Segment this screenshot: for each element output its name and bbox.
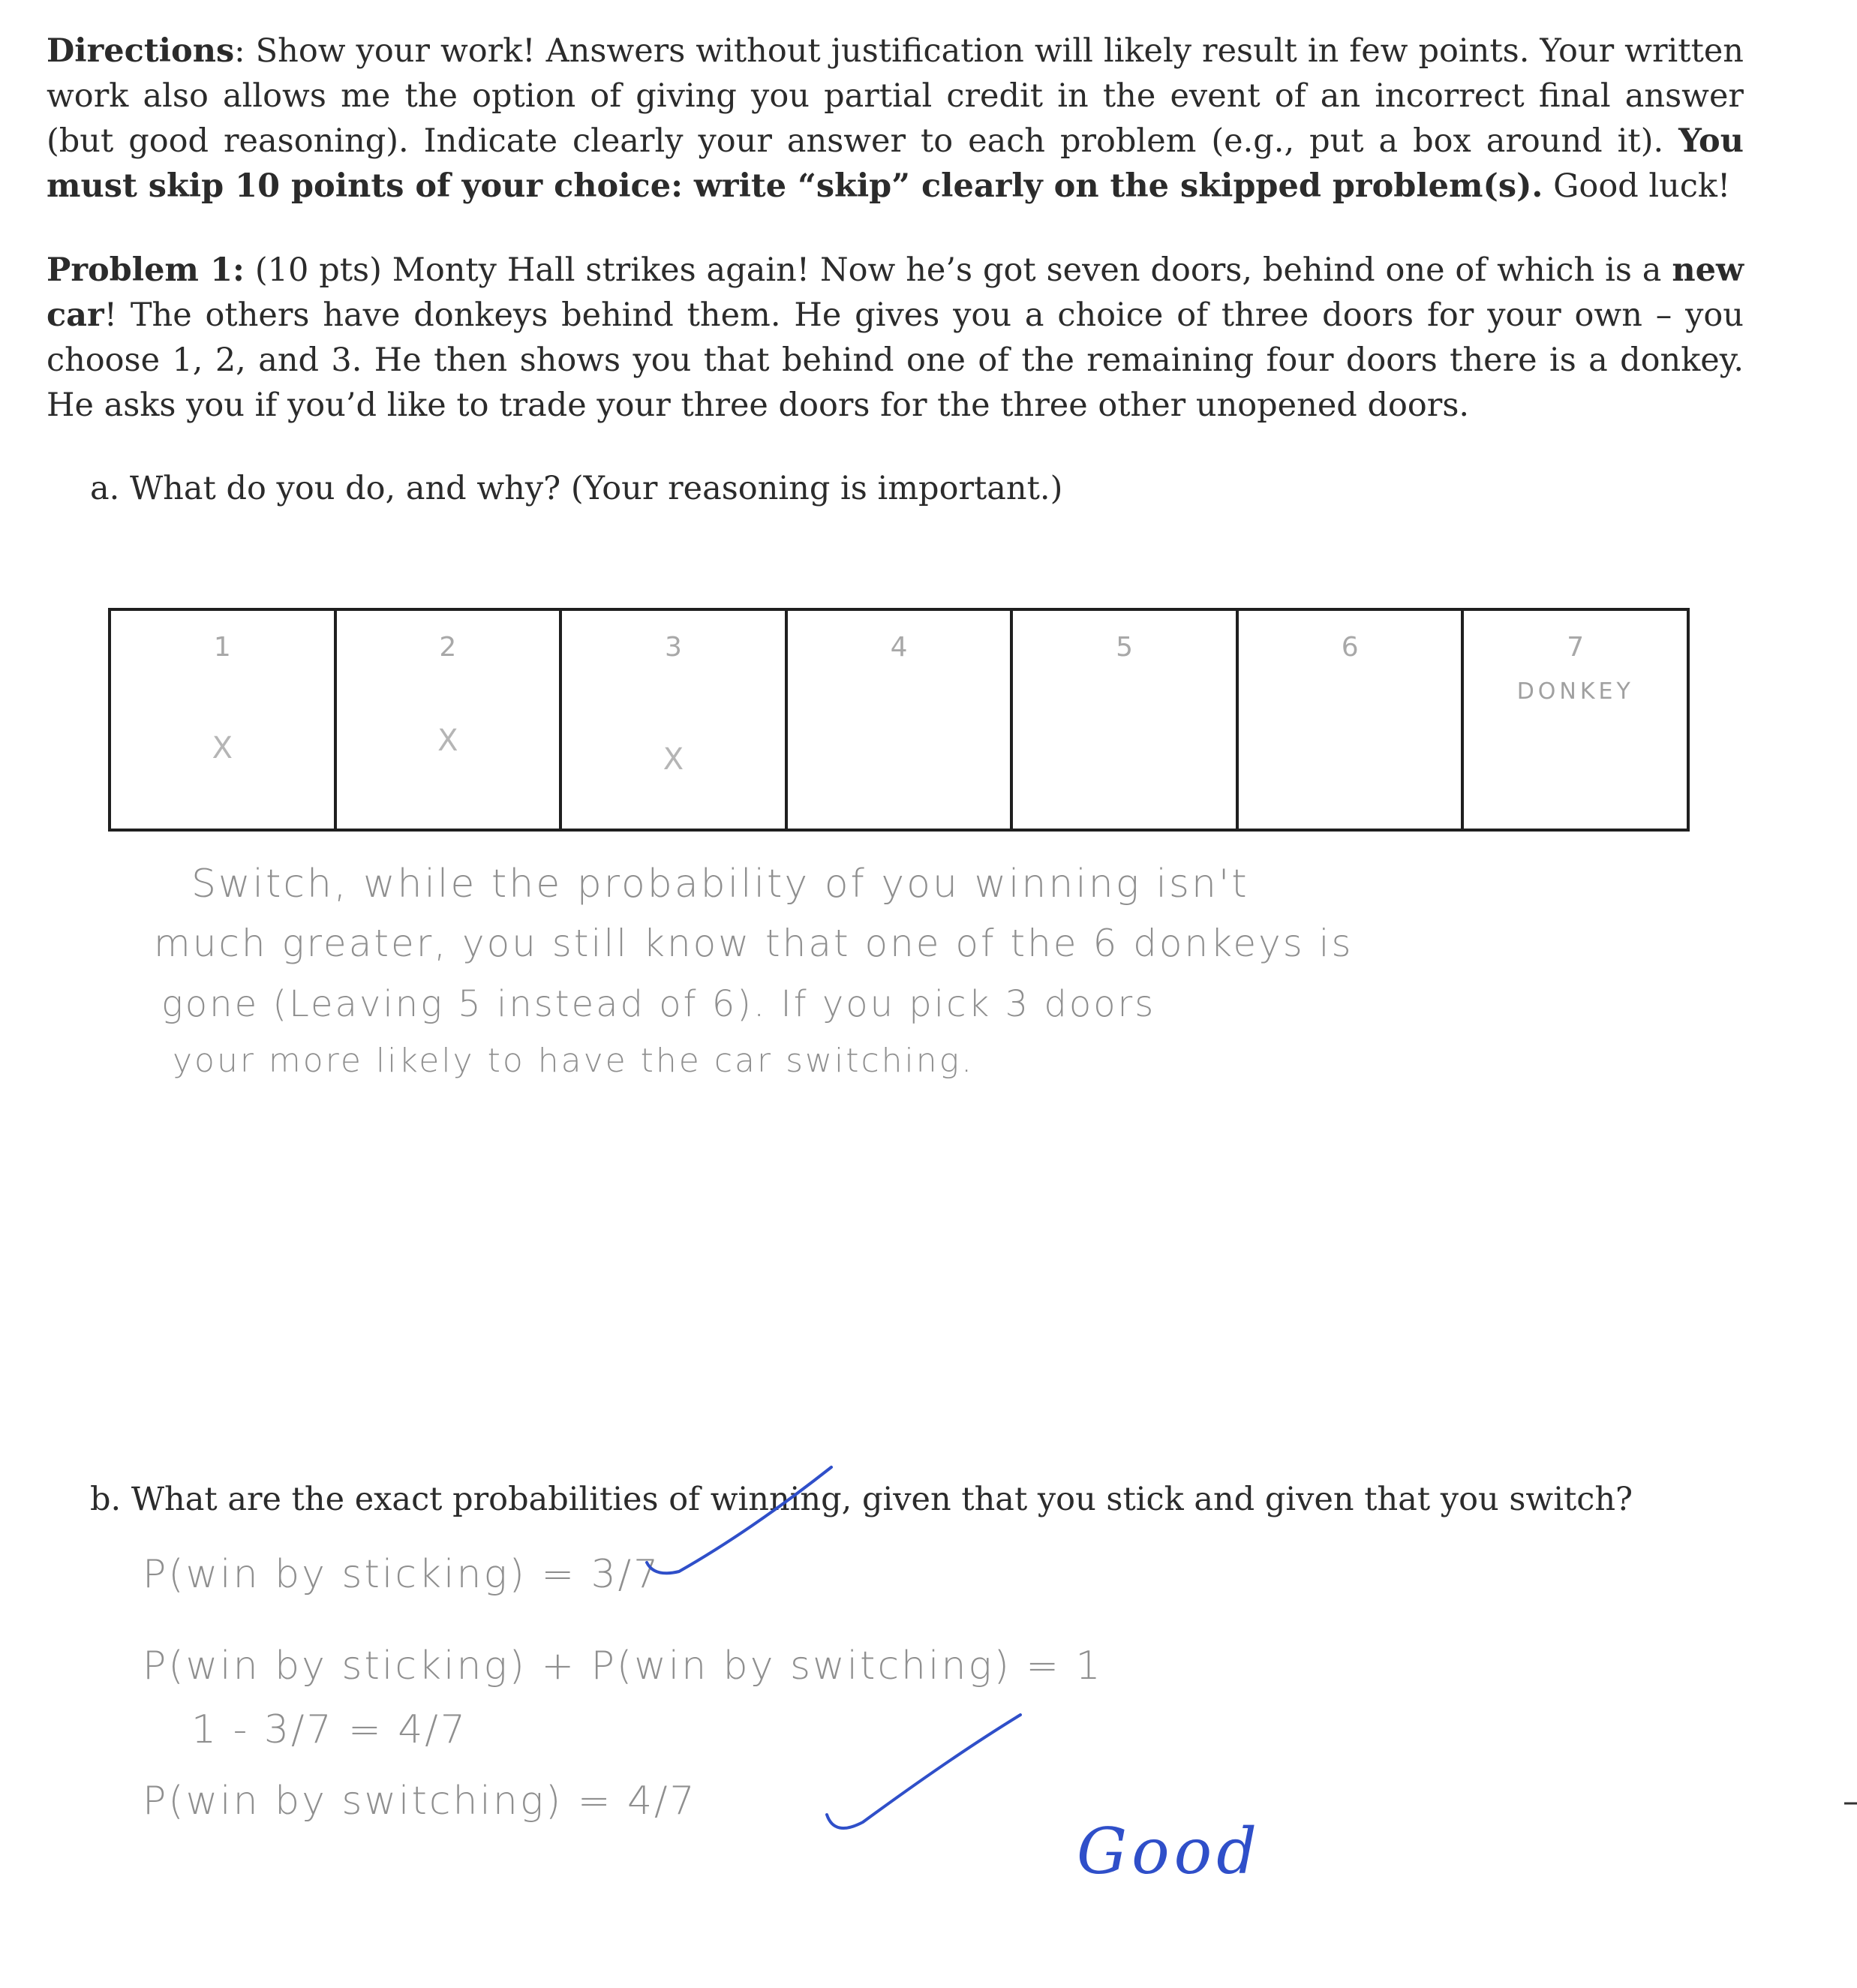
doors-diagram: [108, 608, 1690, 832]
answer-a-line-3: gone (Leaving 5 instead of 6). If you pick 3 doors: [161, 983, 1156, 1025]
door-number: 2: [439, 632, 457, 663]
door-number: 5: [1116, 632, 1134, 663]
answer-a-line-2: much greater, you still know that one of the 6 donkeys is: [154, 922, 1354, 965]
door-number: 1: [213, 632, 231, 663]
door-1: [111, 611, 337, 829]
door-mark: X: [663, 742, 684, 777]
door-5: [1013, 611, 1239, 829]
door-number: 6: [1341, 632, 1359, 663]
problem1-paragraph: [47, 248, 1744, 428]
door-3: [562, 611, 788, 829]
check-mark-icon: [827, 1715, 1020, 1828]
grader-comment: Good: [1077, 1815, 1262, 1888]
answer-a-line-1: Switch, while the probability of you winning isn't: [191, 862, 1249, 907]
directions-end: Good luck!: [1543, 167, 1731, 205]
question-b: b. What are the exact probabilities of winning, given that you stick and given that you switch?: [90, 1481, 1633, 1518]
directions-label: Directions: [47, 32, 235, 70]
answer-b-line-1: P(win by sticking) = 3/7: [143, 1552, 661, 1597]
answer-b-line-2: P(win by sticking) + P(win by switching) = 1: [143, 1644, 1103, 1689]
door-label: DONKEY: [1516, 678, 1634, 705]
answer-a-line-4: your more likely to have the car switching.: [173, 1042, 975, 1080]
door-mark: X: [437, 723, 458, 758]
problem1-bold-word: new car: [47, 251, 1744, 334]
door-number: 4: [890, 632, 908, 663]
problem1-label: Problem 1:: [47, 251, 245, 289]
door-6: [1239, 611, 1465, 829]
directions-paragraph: [47, 29, 1744, 209]
directions-text: : Show your work! Answers without justification will likely result in few points. Your written work also allows me the option of giving you partial credit in the event of an incorrect final answer (but good reasoning). Indicate clearly your answer to each problem (e.g., put a box around it).: [47, 32, 1744, 160]
directions-skip-instruction: You must skip 10 points of your choice: write “skip” clearly on the skipped problem(s).: [47, 122, 1744, 205]
answer-b-line-3: 1 - 3/7 = 4/7: [191, 1707, 467, 1752]
door-4: [788, 611, 1014, 829]
door-number: 7: [1567, 632, 1585, 663]
problem1-text-b: ! The others have donkeys behind them. He gives you a choice of three doors for your own – you choose 1, 2, and 3. He then shows you that behind one of the remaining four doors there is a donkey. He asks you if you’d like to trade your three doors for the three other unopened doors.: [47, 296, 1744, 424]
problem1-text-a: (10 pts) Monty Hall strikes again! Now he’s got seven doors, behind one of which is a: [244, 251, 1672, 289]
door-mark: X: [212, 731, 233, 765]
question-a: a. What do you do, and why? (Your reasoning is important.): [90, 470, 1063, 507]
door-2: [337, 611, 563, 829]
door-7: [1464, 611, 1687, 829]
answer-b-line-4: P(win by switching) = 4/7: [143, 1779, 697, 1824]
door-number: 3: [664, 632, 682, 663]
